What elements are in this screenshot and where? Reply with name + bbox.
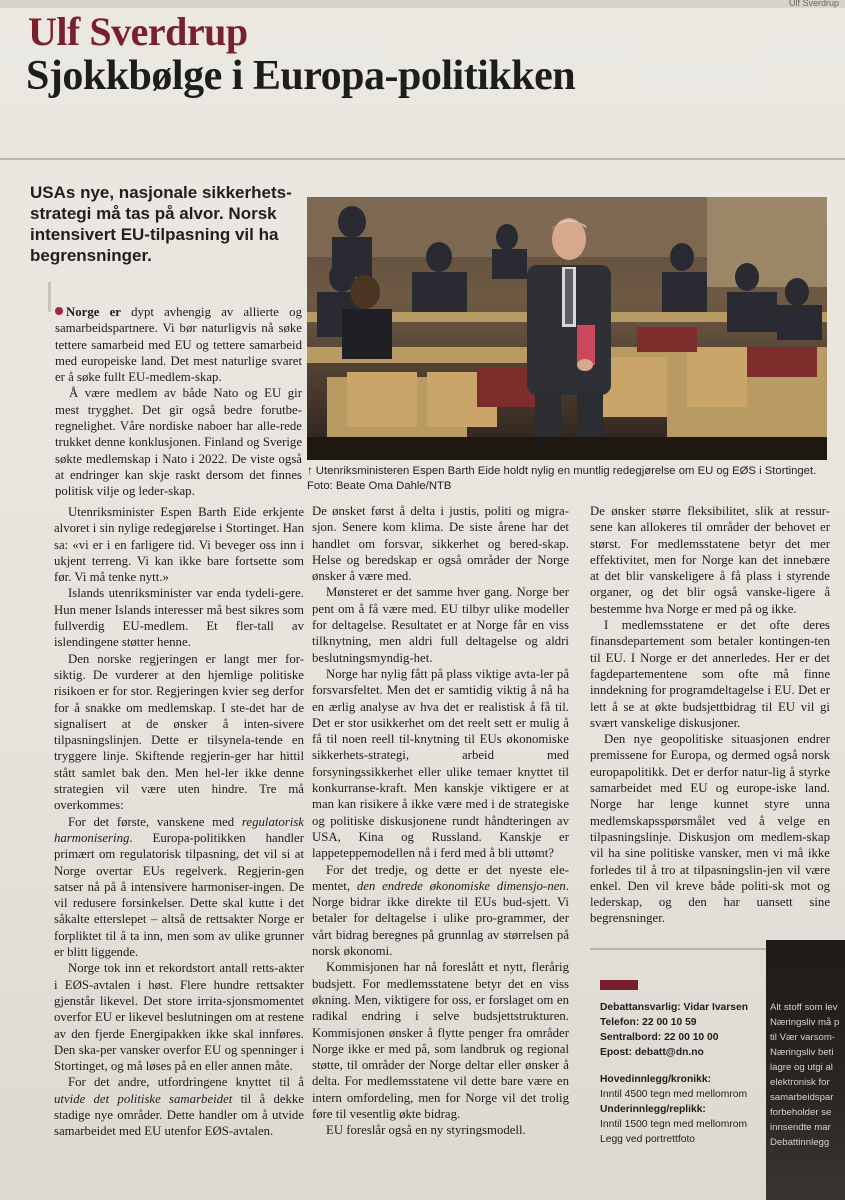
paragraph: Norge tok inn et rekordstort antall retts-akter i EØS-avtalen i høst. Flere hundre rettsakter gjenstår likevel. Det store irrita-sjonsmomentet overfor EU er likevel beslutningen om at restene av den fjerde Energipakken ikke skal innføres. Den ska-per vansker overfor EU og spenninger i Stortinget, og må løses på en eller annen måte.: [54, 961, 304, 1074]
article-column-1: [54, 504, 304, 1140]
paragraph: Den nye geopolitiske situasjonen endrer premissene for Europa, og dermed også norsk europapolitikk. Det er derfor natur-lig å styrke samarbeidet med EU og europe-iske land. Norge har lenge kunnet styre unna medlemskapsspørsmålet ved å velge en tilpasningslinje. Diskusjon om medlem-skap vil ha sine politiske vansker, men vi må ikke forledes til å tro at tilpasningslin-jen vil være enkel. Den vil kreve både politi-sk mot og lederskap, og den har uansett sine begrensninger.: [590, 732, 830, 926]
main-post-label: Hovedinnlegg/kronikk:: [600, 1074, 711, 1085]
quote-marker: [48, 282, 51, 312]
contact-info-box: [600, 1000, 770, 1147]
parliament-photo-illustration: [307, 197, 827, 460]
author-name: Ulf Sverdrup: [28, 9, 248, 54]
phone-line: Telefon: 22 00 10 59: [600, 1017, 697, 1028]
email-line: Epost: debatt@dn.no: [600, 1047, 704, 1058]
article-photo: [307, 197, 827, 460]
paragraph: EU foreslår også en ny styringsmodell.: [326, 1123, 526, 1138]
caption-arrow-icon: ↑: [307, 465, 313, 477]
reply-label: Underinnlegg/replikk:: [600, 1104, 706, 1115]
switchboard-line: Sentralbord: 22 00 10 00: [600, 1032, 719, 1043]
ingress: USAs nye, nasjonale sikkerhets-strategi må tas på alvor. Norsk intensivert EU-tilpasning vil ha begrensninger.: [30, 183, 292, 265]
paragraph: For det tredje, og dette er det nyeste ele-mentet, den endrede økonomiske dimensjo-nen. Norge bidrar ikke direkte til EUs bud-sjett. Vi betaler for deltagelse i ulike pro-grammer, der vårt bidrag beregnes på grunnlag av størrelsen på norsk økonomi.: [312, 862, 569, 959]
paragraph: Mønsteret er det samme hver gang. Norge ber pent om å få være med. EU tilbyr ulike modeller for deltagelse. Resultatet er at Norge får en viss tilknytning, men aldri full deltagelse og aldri beslutningsmyndig-het.: [312, 585, 569, 665]
article-column-3: [590, 503, 830, 927]
side-column-text: Alt stoff som lev Næringsliv må p til Vær varsom- Næringsliv beti lagre og utgi al elektronisk for samarbeidspar forbeholder se innsendte mar Debattinnlegg: [770, 1002, 840, 1148]
paragraph: Kommisjonen har nå foreslått et nytt, flerårig budsjett. For medlemsstatene betyr det en viss økning. Men, viktigere for oss, er forslaget om en radikal endring i selve budsjettstrukturen. Kommisjonen ønsker å flytte penger fra områder Norge ikke er med på, som landbruk og regional støtte, til områder der Norge deltar eller ønsker å delta. For medlemsstatene vil dette bare være en intern omfordeling, men for Norge vil det trolig føre til vesentlig økte bidrag.: [312, 960, 569, 1121]
main-post-value: Inntil 4500 tegn med mellomrom: [600, 1089, 748, 1100]
paragraph: Norge har nylig fått på plass viktige avta-ler på forsvarsfeltet. Men det er samtidig viktig å nå ha en ærlig analyse av hva det er realistisk å få til. Det er stor usikkerhet om det reelt sett er mulig å få til noen reell til-knytning til EUs økonomiske sikkerhets-strategi, arbeid med forsyningssikkerhet eller ulike temaer knyttet til konkurranse-kraft. Men kanskje viktigere er at man kan risikere å ikke være med i de strategiske og politiske diskusjonene rundt håndteringen av USA, Kina og Russland. Kanskje er lappeteppemodellen nå i ferd med å bli uttømt?: [312, 666, 569, 861]
caption-text: Utenriksministeren Espen Barth Eide holdt nylig en muntlig redegjørelse om EU og EØS i Stortinget. Foto: Beate Oma Dahle/NTB: [307, 465, 817, 492]
photo-caption: [307, 464, 832, 494]
lead-paragraph: Norge er dypt avhengig av allierte og samarbeidspartnere. Vi bør naturligvis nå søke tettere samarbeid med EU og tettere samarbeid med europeiske land. Det mest naturlige svaret er å søke fullt EU-medlem-skap.: [55, 305, 302, 385]
article-column-2: [312, 503, 569, 1139]
paragraph: Den norske regjeringen er langt mer for-siktig. De vurderer at den hjemlige politiske risikoen er for stor. Regjeringen kvier seg derfor for å snakke om medlemskap. I ste-det har de signalisert at de ønsker å inten-sivere tilpasningslinjen. Dette er tilsynela-tende en tryggere linje. Skiftende regjerin-ger har hittil stått samlet bak den. Men hel-ler ikke denne strategien vil være uten hindre. Tre må overkommes:: [54, 651, 304, 813]
top-strip: [0, 0, 845, 8]
red-accent-block: [600, 980, 638, 990]
paragraph: De ønsket først å delta i justis, politi og migra-sjon. Senere kom klima. De siste årene har det handlet om forsvar, sikkerhet og bered-skap. Helse og beredskap er også områder der Norge ønsker å være med.: [312, 504, 569, 584]
header-divider: [0, 158, 845, 160]
editor-line: Debattansvarlig: Vidar Ivarsen: [600, 1002, 749, 1013]
article-column-1-top: [55, 304, 302, 500]
red-bullet-icon: [55, 307, 63, 315]
paragraph: For det første, vanskene med regulatorisk harmonisering. Europa-politikken handler primært om regulatorisk tilpasning, det vil si at Norge overtar EUs regelverk. Regjerin-gen satser nå på å intensivere harmoniser-ingen. De vil redusere forsinkelser. Dette skal kutte i det såkalte etterslepet – altså de rettsakter Norge er forpliktet til å ta inn, men som av ulike grunner er blitt liggende.: [54, 814, 304, 960]
headline: Sjokkbølge i Europa-politikken: [26, 53, 576, 99]
photo-note: Legg ved portrettfoto: [600, 1134, 696, 1145]
paragraph: I medlemsstatene er det ofte deres finansdepartement som betaler kontingen-ten til EU. I Norge er det annerledes. Her er det fagdepartementene som ofte må finne inndekning for programdeltagelse i EU. Det er lett å se at økte budsjettbidrag til EU vil gi svært vanskelige diskusjoner.: [590, 618, 830, 730]
paragraph: Islands utenriksminister var enda tydeli-gere. Hun mener Islands interesser må best sikres som fullverdig EU-medlem. Et fler-tall av islendingene støtter henne.: [54, 586, 304, 650]
paragraph: De ønsker større fleksibilitet, slik at ressur-sene kan allokeres til områder der behovet er størst. For medlemsstatene betyr det mer effektivitet, men for Norge kan det innebære at det blir vanskeligere å få plass i styrende organer, og det blir også vanske-ligere å bestemme hva Norge er med på og ikke.: [590, 504, 830, 616]
paragraph: For det andre, utfordringene knyttet til å utvide det politiske samarbeidet til å dekke stadige nye områder. Dette handler om å utvide samarbeidet med EU utenfor EØS-avtalen.: [54, 1075, 304, 1139]
top-credit: Ulf Sverdrup: [788, 0, 839, 8]
paragraph: Utenriksminister Espen Barth Eide erkjente alvoret i sin nylige redegjørelse i Stortinget. Han sa: «vi er i en farligere tid. Vi beveger oss inn i ukjent terreng. Vi kan ikke bare fortsette som før. Vi må tenke nytt.»: [54, 505, 304, 585]
paragraph: Å være medlem av både Nato og EU gir mest trygghet. Det gir også bedre forutbe-regnelighet. Våre nordiske naboer har alle-rede trukket denne konklusjonen. Finland og Sverige søkte medlemskap i Nato i 2022. De viste også at endringer kan skje raskt dersom det finnes politisk vilje og leder-skap.: [55, 386, 302, 499]
reply-value: Inntil 1500 tegn med mellomrom: [600, 1119, 748, 1130]
